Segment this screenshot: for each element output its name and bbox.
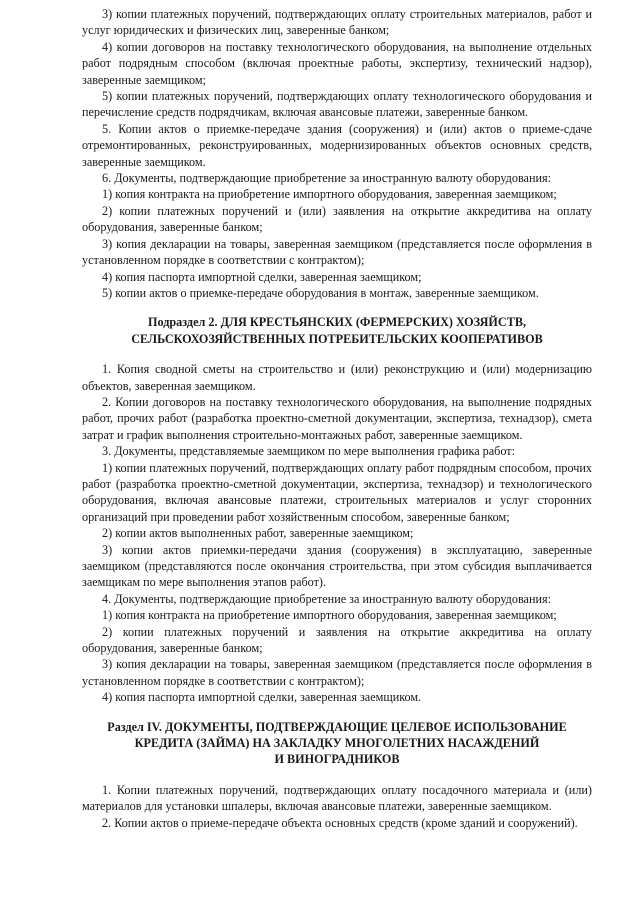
part1-paragraphs xyxy=(82,6,592,301)
paragraph: 3) копия декларации на товары, заверенная заемщиком (представляется после оформления в установленном порядке в соответствии с контрактом); xyxy=(82,236,592,268)
paragraph: 4. Документы, подтверждающие приобретение за иностранную валюту оборудования: xyxy=(102,591,551,606)
paragraph: 5. Копии актов о приемке-передаче здания (сооружения) и (или) актов о приеме-сдаче отремонтированных, реконструированных, модернизированных объектов основных средств, заверенные заемщиком. xyxy=(82,121,592,169)
paragraph: 1) копия контракта на приобретение импортного оборудования, заверенная заемщиком; xyxy=(102,187,557,202)
paragraph: 1) копия контракта на приобретение импортного оборудования, заверенная заемщиком; xyxy=(102,608,557,623)
part2-paragraphs xyxy=(82,361,592,706)
part3-paragraphs xyxy=(82,782,592,831)
paragraph: 3) копии актов приемки-передачи здания (сооружения) в эксплуатацию, заверенные заемщиком (представляются после окончания строительства, при этом субсидия выплачивается заемщикам по мере выполнения этапов работ). xyxy=(82,542,592,590)
subsection-2-heading: Подраздел 2. ДЛЯ КРЕСТЬЯНСКИХ (ФЕРМЕРСКИХ) ХОЗЯЙСТВ, СЕЛЬСКОХОЗЯЙСТВЕННЫХ ПОТРЕБИТЕЛЬСКИХ КООПЕРАТИВОВ xyxy=(131,315,543,346)
paragraph: 6. Документы, подтверждающие приобретение за иностранную валюту оборудования: xyxy=(102,171,551,186)
paragraph: 4) копии договоров на поставку технологического оборудования, на выполнение отдельных работ подрядным способом (включая проектные работы, экспертизу, технический надзор), заверенные заемщиком; xyxy=(82,39,592,87)
paragraph: 3. Документы, представляемые заемщиком по мере выполнения графика работ: xyxy=(102,444,516,459)
paragraph: 1. Копия сводной сметы на строительство и (или) реконструкцию и (или) модернизацию объектов, заверенная заемщиком. xyxy=(82,362,592,393)
paragraph: 3) копия декларации на товары, заверенная заемщиком (представляется после оформления в установленном порядке в соответствии с контрактом); xyxy=(82,657,592,688)
paragraph: 4) копия паспорта импортной сделки, заверенная заемщиком. xyxy=(102,690,422,705)
paragraph: 5) копии платежных поручений, подтверждающих оплату технологического оборудования и перечисление средств подрядчикам, включая авансовые платежи, заверенные банком. xyxy=(82,89,592,120)
paragraph: 2) копии актов выполненных работ, заверенные заемщиком; xyxy=(102,526,414,541)
paragraph: 2) копии платежных поручений и (или) заявления на открытие аккредитива на оплату оборудования, заверенные банком; xyxy=(82,203,592,235)
paragraph: 1) копии платежных поручений, подтверждающих оплату работ подрядным способом, прочих работ (разработка проектно-сметной документации, экспертиза, технадзор) и технологического оборудования, включая авансовые платежи, строительных материалов и услуг сторонних организаций при проведении работ хозяйственным способом, заверенные банком; xyxy=(82,460,592,524)
paragraph: 5) копии актов о приемке-передаче оборудования в монтаж, заверенные заемщиком. xyxy=(102,285,539,300)
paragraph: 2. Копии договоров на поставку технологического оборудования, на выполнение подрядных работ, прочих работ (разработка проектно-сметной документации, экспертиза, технадзор), смета затрат и график выполнения строительно-монтажных работ, заверенные заемщиком. xyxy=(82,394,592,442)
paragraph: 1. Копии платежных поручений, подтверждающих оплату посадочного материала и (или) материалов для установки шпалеры, включая авансовые платежи, заверенные заемщиком. xyxy=(82,782,592,814)
paragraph: 2) копии платежных поручений и заявления на открытие аккредитива на оплату оборудования, заверенные банком; xyxy=(82,624,592,656)
document-page xyxy=(82,6,592,831)
paragraph: 3) копии платежных поручений, подтверждающих оплату строительных материалов, работ и услуг юридических и физических лиц, заверенные банком; xyxy=(82,7,592,38)
paragraph: 2. Копии актов о приеме-передаче объекта основных средств (кроме зданий и сооружений). xyxy=(102,815,578,830)
paragraph: 4) копия паспорта импортной сделки, заверенная заемщиком; xyxy=(102,269,422,284)
section-4-heading: Раздел IV. ДОКУМЕНТЫ, ПОДТВЕРЖДАЮЩИЕ ЦЕЛЕВОЕ ИСПОЛЬЗОВАНИЕ КРЕДИТА (ЗАЙМА) НА ЗАКЛАДКУ МНОГОЛЕТНИХ НАСАЖДЕНИЙ И ВИНОГРАДНИКОВ xyxy=(107,719,567,767)
